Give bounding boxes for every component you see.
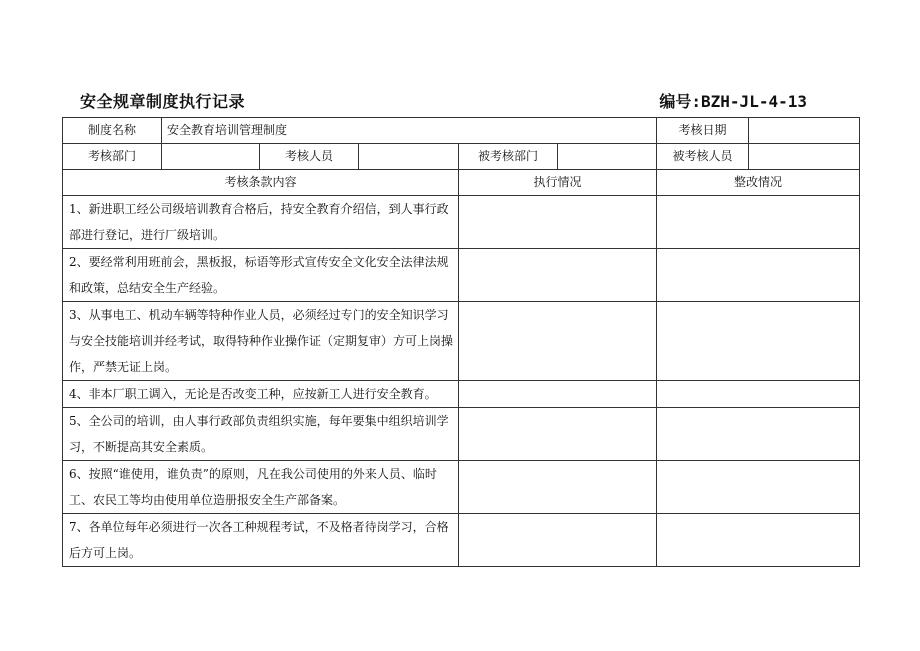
rectification-cell[interactable] [657, 461, 860, 514]
rectification-cell[interactable] [657, 196, 860, 249]
assessment-date-label: 考核日期 [657, 118, 749, 144]
table-row [63, 302, 860, 381]
column-header-execution: 执行情况 [459, 170, 657, 196]
assessed-person-label: 被考核人员 [657, 144, 749, 170]
assessor-person-label: 考核人员 [260, 144, 359, 170]
table-row [63, 514, 860, 567]
rectification-cell[interactable] [657, 249, 860, 302]
execution-cell[interactable] [459, 514, 657, 567]
execution-cell[interactable] [459, 196, 657, 249]
clause-item: 6、按照“谁使用，谁负责”的原则，凡在我公司使用的外来人员、临时工、农民工等均由使用单位造册报安全生产部备案。 [63, 461, 459, 514]
clause-item: 3、从事电工、机动车辆等特种作业人员，必须经过专门的安全知识学习与安全技能培训并经考试，取得特种作业操作证（定期复审）方可上岗操作，严禁无证上岗。 [63, 302, 459, 381]
table-row [63, 461, 860, 514]
document-title: 安全规章制度执行记录 [80, 92, 246, 111]
rectification-cell[interactable] [657, 514, 860, 567]
table-row [63, 408, 860, 461]
clause-item: 2、要经常利用班前会，黑板报，标语等形式宣传安全文化安全法律法规和政策，总结安全生产经验。 [63, 249, 459, 302]
execution-cell[interactable] [459, 381, 657, 408]
execution-cell[interactable] [459, 302, 657, 381]
column-header-content: 考核条款内容 [63, 170, 459, 196]
document-code: 编号:BZH-JL-4-13 [659, 92, 807, 111]
table-row [63, 144, 860, 170]
clause-item: 1、新进职工经公司级培训教育合格后，持安全教育介绍信，到人事行政部进行登记，进行厂级培训。 [63, 196, 459, 249]
rectification-cell[interactable] [657, 381, 860, 408]
assessor-dept-value[interactable] [162, 144, 260, 170]
assessment-date-value[interactable] [749, 118, 860, 144]
policy-name-label: 制度名称 [63, 118, 162, 144]
execution-cell[interactable] [459, 461, 657, 514]
column-header-rectification: 整改情况 [657, 170, 860, 196]
assessor-person-value[interactable] [359, 144, 459, 170]
column-header-row [63, 170, 860, 196]
table-row [63, 381, 860, 408]
execution-cell[interactable] [459, 408, 657, 461]
clause-item: 4、非本厂职工调入，无论是否改变工种，应按新工人进行安全教育。 [63, 381, 459, 408]
table-row [63, 196, 860, 249]
policy-name-value: 安全教育培训管理制度 [162, 118, 657, 144]
table-row [63, 249, 860, 302]
assessed-dept-value[interactable] [558, 144, 657, 170]
assessed-person-value[interactable] [749, 144, 860, 170]
execution-cell[interactable] [459, 249, 657, 302]
record-table [62, 117, 860, 567]
clause-item: 5、全公司的培训，由人事行政部负责组织实施，每年要集中组织培训学习，不断提高其安全素质。 [63, 408, 459, 461]
assessed-dept-label: 被考核部门 [459, 144, 558, 170]
table-row [63, 118, 860, 144]
rectification-cell[interactable] [657, 302, 860, 381]
assessor-dept-label: 考核部门 [63, 144, 162, 170]
rectification-cell[interactable] [657, 408, 860, 461]
clause-item: 7、各单位每年必须进行一次各工种规程考试，不及格者待岗学习，合格后方可上岗。 [63, 514, 459, 567]
